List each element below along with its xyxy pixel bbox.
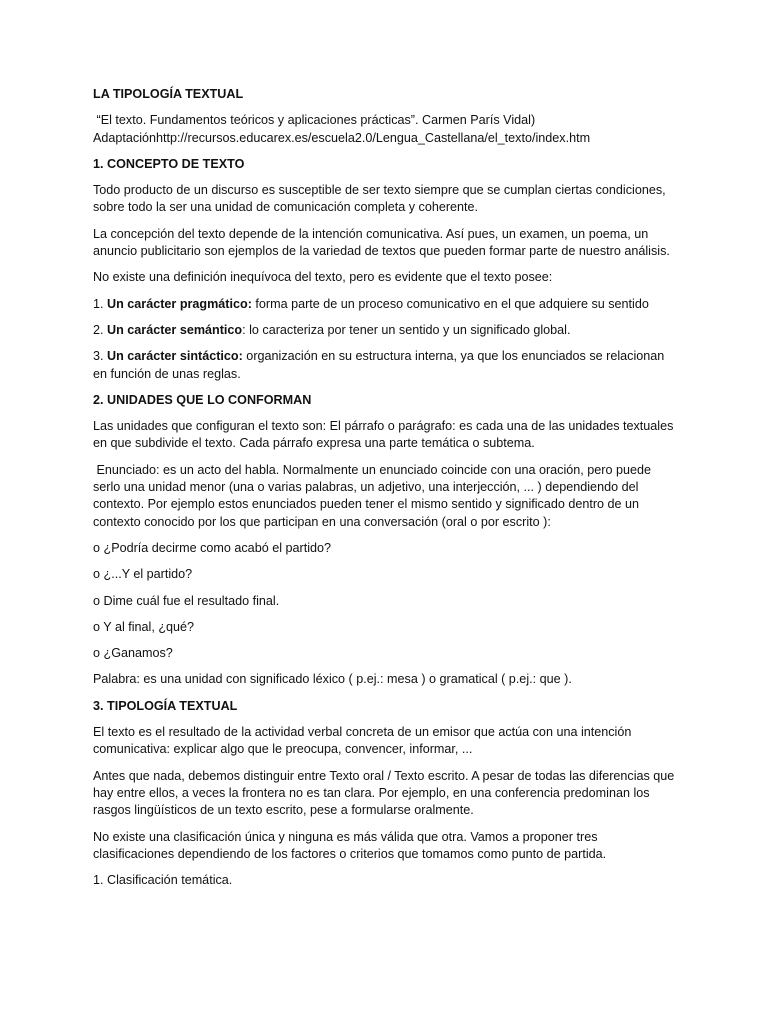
document-title: LA TIPOLOGÍA TEXTUAL xyxy=(93,87,244,101)
section-1-heading: 1. CONCEPTO DE TEXTO xyxy=(93,156,245,171)
example-3: o Dime cuál fue el resultado final. xyxy=(93,593,280,608)
section-3-paragraph-2: Antes que nada, debemos distinguir entre Texto oral / Texto escrito. A pesar de todas las diferencias que hay entre ellos, a veces la frontera no es tan clara. Por ejemplo, en una conferencia predominan los rasgos lingüísticos de un texto escrito, pese a formularse oralmente. xyxy=(93,768,675,818)
example-4: o Y al final, ¿qué? xyxy=(93,619,195,634)
section-2-paragraph-2: Enunciado: es un acto del habla. Normalmente un enunciado coincide con una oración, pero puede serlo una unidad menor (una o varias palabras, un adjetivo, una interjección, ... ) dependiendo del contexto. Por ejemplo estos enunciados pueden tener el mismo sentido y significado dentro de un contexto conocido por los que participan en una conversación (oral o por escrito ): xyxy=(93,462,655,529)
section-1-paragraph-2: La concepción del texto depende de la intención comunicativa. Así pues, un examen, un poema, un anuncio publicitario son ejemplos de la variedad de textos que pueden formar parte de nuestro análisis. xyxy=(93,226,670,259)
document-page xyxy=(93,86,675,898)
example-5: o ¿Ganamos? xyxy=(93,646,173,661)
example-2: o ¿...Y el partido? xyxy=(93,567,193,582)
list-item-text: forma parte de un proceso comunicativo en el que adquiere su sentido xyxy=(251,296,649,311)
section-2-paragraph-1: Las unidades que configuran el texto son: El párrafo o parágrafo: es cada una de las unidades textuales en que subdivide el texto. Cada párrafo expresa una parte temática o subtema. xyxy=(93,419,674,451)
section-2-heading: 2. UNIDADES QUE LO CONFORMAN xyxy=(93,392,312,407)
list-item-text: : lo caracteriza por tener un sentido y un significado global. xyxy=(242,322,571,337)
section-3-paragraph-1: El texto es el resultado de la actividad verbal concreta de un emisor que actúa con una intención comunicativa: explicar algo que le preocupa, convencer, informar, ... xyxy=(93,725,632,757)
section-3-heading: 3. TIPOLOGÍA TEXTUAL xyxy=(93,698,238,713)
list-item-lead: Un carácter semántico xyxy=(107,322,243,337)
list-item-number: 1. xyxy=(93,296,108,311)
reference-line-2: Adaptaciónhttp://recursos.educarex.es/escuela2.0/Lengua_Castellana/el_texto/index.htm xyxy=(93,130,591,145)
list-item-number: 3. xyxy=(93,349,108,364)
section-1-paragraph-1: Todo producto de un discurso es susceptible de ser texto siempre que se cumplan ciertas condiciones, sobre todo la ser una unidad de comunicación completa y coherente. xyxy=(93,183,666,215)
list-item-semantic xyxy=(93,322,675,339)
section-1-paragraph-3: No existe una definición inequívoca del texto, pero es evidente que el texto posee: xyxy=(93,270,553,285)
reference xyxy=(93,112,675,147)
section-3-paragraph-3: No existe una clasificación única y ninguna es más válida que otra. Vamos a proponer tres clasificaciones dependiendo de los factores o criterios que tomamos como punto de partida. xyxy=(93,829,607,861)
list-item-text: organización en su estructura interna, ya que los enunciados se relacionan en función de unas reglas. xyxy=(93,349,665,381)
list-item-lead: Un carácter sintáctico: xyxy=(107,349,243,364)
section-3-paragraph-4: 1. Clasificación temática. xyxy=(93,873,233,888)
list-item-pragmatic xyxy=(93,296,675,313)
example-1: o ¿Podría decirme como acabó el partido? xyxy=(93,540,332,555)
reference-line-1: “El texto. Fundamentos teóricos y aplicaciones prácticas”. Carmen París Vidal) xyxy=(93,113,536,128)
list-item-syntactic xyxy=(93,348,675,383)
section-2-paragraph-3: Palabra: es una unidad con significado léxico ( p.ej.: mesa ) o gramatical ( p.ej.: que ). xyxy=(93,672,572,687)
list-item-lead: Un carácter pragmático: xyxy=(107,296,252,311)
list-item-number: 2. xyxy=(93,322,108,337)
